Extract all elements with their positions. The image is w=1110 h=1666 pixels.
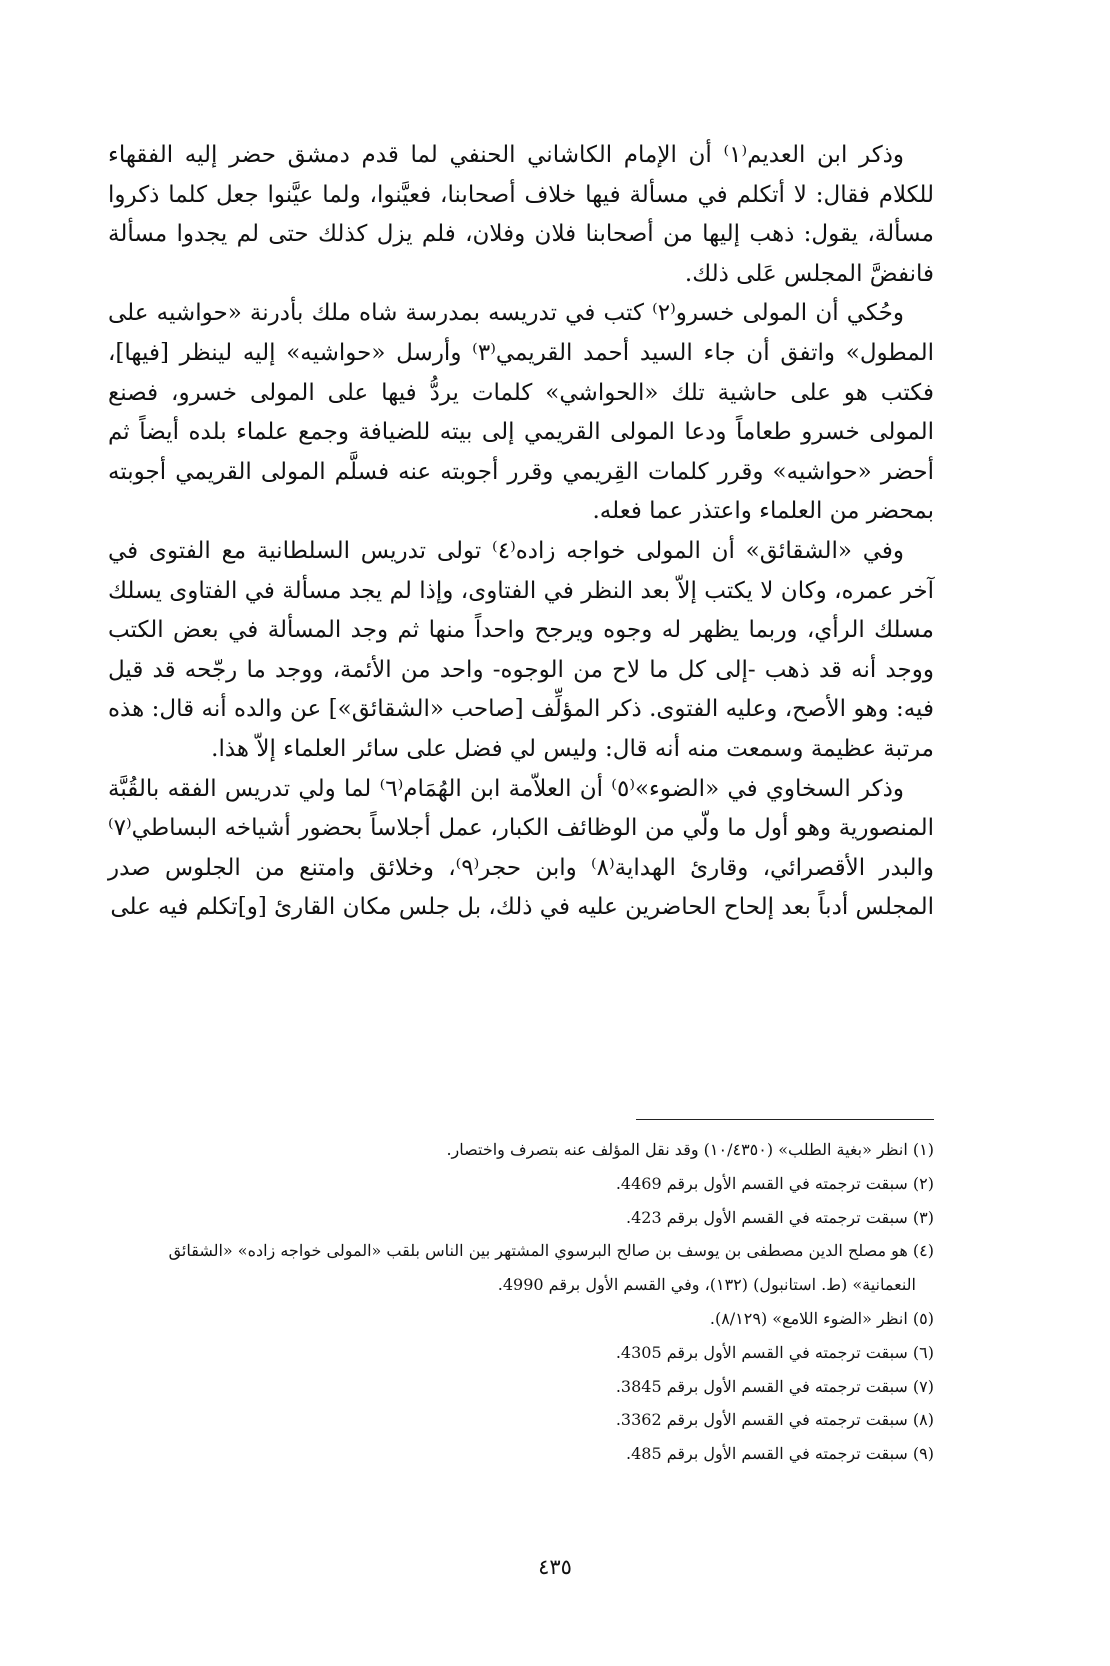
footnote-8: (٨) سبقت ترجمته في القسم الأول برقم 3362. [615,1410,934,1430]
footnote-5: (٥) انظر «الضوء اللامع» (٨/١٢٩). [709,1308,934,1328]
footnote-9: (٩) سبقت ترجمته في القسم الأول برقم 485. [625,1444,934,1464]
paragraph-3: وفي «الشقائق» أن المولى خواجه زاده⁽٤⁾ تولى تدريس السلطانية مع الفتوى في آخر عمره، وكان لا يكتب إلاّ بعد النظر في الفتاوى، وإذا لم يجد مسألة في الفتاوى يسلك مسلك الرأي، وربما يظهر له وجوه ويرجح واحداً منها ثم وجد المسألة في بعض الكتب ووجد أنه قد ذهب -إلى كل ما لاح من الوجوه- واحد من الأئمة، ووجد ما رجّحه قد قيل فيه: وهو الأصح، وعليه الفتوى. ذكر المؤلِّف [صاحب «الشقائق»] عن والده أنه قال: هذه مرتبة عظيمة وسمعت منه أنه قال: وليس لي فضل على سائر العلماء إلاّ هذا. [108,537,934,762]
paragraph-4: وذكر السخاوي في «الضوء»⁽٥⁾ أن العلاّمة ابن الهُمَام⁽٦⁾ لما ولي تدريس الفقه بالقُبَّة المنصورية وهو أول ما ولّي من الوظائف الكبار، عمل أجلاساً بحضور أشياخه البساطي⁽٧⁾ والبدر الأقصرائي، وقارئ الهداية⁽٨⁾ وابن حجر⁽٩⁾، وخلائق وامتنع من الجلوس صدر المجلس أدباً بعد إلحاح الحاضرين عليه في ذلك، بل جلس مكان القارئ [و]تكلم فيه على [108,775,934,921]
paragraph-2: وحُكي أن المولى خسرو⁽٢⁾ كتب في تدريسه بمدرسة شاه ملك بأدرنة «حواشيه على المطول» واتفق أن جاء السيد أحمد القريمي⁽٣⁾ وأرسل «حواشيه» إليه لينظر [فيها]، فكتب هو على حاشية تلك «الحواشي» كلمات يردُّ فيها على المولى خسرو، فصنع المولى خسرو طعاماً ودعا المولى القريمي إلى بيته للضيافة وجمع علماء بلده أيضاً ثم أحضر «حواشيه» وقرر كلمات القِريمي وقرر أجوبته عنه فسلَّم المولى القريمي أجوبته بمحضر من العلماء واعتذر عما فعله. [108,300,934,525]
footnote-2: (٢) سبقت ترجمته في القسم الأول برقم 4469. [615,1173,934,1193]
footnotes [108,1133,934,1471]
footnote-6: (٦) سبقت ترجمته في القسم الأول برقم 4305. [615,1342,934,1362]
footnote-7: (٧) سبقت ترجمته في القسم الأول برقم 3845. [615,1376,934,1396]
main-text [108,136,934,928]
footnote-1: (١) انظر «بغية الطلب» (١٠/٤٣٥٠) وقد نقل المؤلف عنه بتصرف واختصار. [446,1140,934,1159]
footnote-3: (٣) سبقت ترجمته في القسم الأول برقم 423. [625,1207,934,1227]
footnote-divider [636,1119,934,1120]
paragraph-1: وذكر ابن العديم⁽١⁾ أن الإمام الكاشاني الحنفي لما قدم دمشق حضر إليه الفقهاء للكلام فقال: لا أتكلم في مسألة فيها خلاف أصحابنا، فعيَّنوا، ولما عيَّنوا جعل كلما ذكروا مسألة، يقول: ذهب إليها من أصحابنا فلان وفلان، فلم يزل كذلك حتى لم يجدوا مسألة فانفضَّ المجلس عَلى ذلك. [108,142,934,287]
page-number: ٤٣٥ [538,1555,572,1579]
footnote-4: (٤) هو مصلح الدين مصطفى بن يوسف بن صالح البرسوي المشتهر بين الناس بلقب «المولى خواجه زاده» «الشقائق النعمانية» (ط. استانبول) (١٣٢)، وفي القسم الأول برقم 4990. [168,1241,934,1295]
